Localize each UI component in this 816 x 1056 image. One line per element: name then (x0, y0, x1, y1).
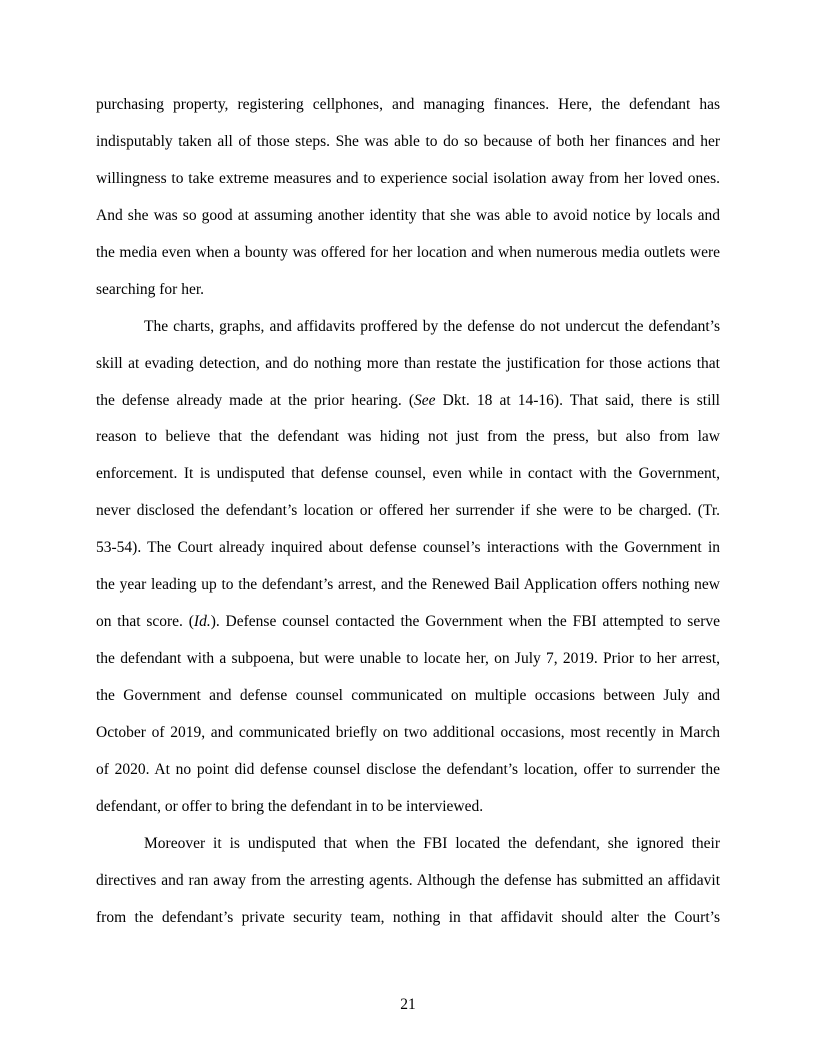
paragraph-line: the defense already made at the prior hearing. (See Dkt. 18 at 14-16). That said, there is still (96, 391, 720, 409)
paragraph-line: skill at evading detection, and do nothing more than restate the justification for those actions that (96, 354, 720, 372)
paragraph-line: the media even when a bounty was offered for her location and when numerous media outlets were (96, 243, 720, 261)
paragraph-line: enforcement. It is undisputed that defense counsel, even while in contact with the Government, (96, 465, 720, 483)
paragraph-line: the year leading up to the defendant’s arrest, and the Renewed Bail Application offers nothing new (96, 576, 720, 594)
paragraph-line: willingness to take extreme measures and to experience social isolation away from her loved ones. (96, 169, 720, 187)
paragraph-line: the defendant with a subpoena, but were unable to locate her, on July 7, 2019. Prior to her arrest, (96, 650, 720, 668)
paragraph-line: October of 2019, and communicated briefly on two additional occasions, most recently in March (96, 723, 720, 741)
paragraph-line: searching for her. (96, 280, 205, 298)
paragraph-line: reason to believe that the defendant was hiding not just from the press, but also from law (96, 428, 720, 446)
paragraph-line: of 2020. At no point did defense counsel disclose the defendant’s location, offer to surrender the (96, 760, 720, 778)
paragraph-line: defendant, or offer to bring the defendant in to be interviewed. (96, 797, 484, 815)
paragraph-line: directives and ran away from the arresting agents. Although the defense has submitted an affidavit (96, 871, 720, 889)
paragraph-line: indisputably taken all of those steps. She was able to do so because of both her finances and her (96, 132, 720, 150)
paragraph-line: And she was so good at assuming another identity that she was able to avoid notice by locals and (96, 206, 720, 224)
citation-signal: Id. (193, 613, 211, 631)
paragraph-line: never disclosed the defendant’s location or offered her surrender if she were to be charged. (Tr. (96, 502, 720, 520)
paragraph-line: 53-54). The Court already inquired about defense counsel’s interactions with the Government in (96, 539, 720, 557)
citation-signal: See (414, 391, 436, 409)
paragraph-line: purchasing property, registering cellphones, and managing finances. Here, the defendant has (96, 96, 720, 113)
paragraph-line: Moreover it is undisputed that when the FBI located the defendant, she ignored their (144, 834, 720, 852)
paragraph-line: the Government and defense counsel communicated on multiple occasions between July and (96, 687, 720, 704)
page-number: 21 (400, 996, 416, 1013)
paragraph-line: on that score. (Id.). Defense counsel contacted the Government when the FBI attempted to serve (96, 613, 721, 631)
paragraph-line: from the defendant’s private security team, nothing in that affidavit should alter the Court’s (96, 908, 720, 926)
paragraph-line: The charts, graphs, and affidavits proffered by the defense do not undercut the defendant’s (144, 317, 720, 335)
body-text (96, 87, 720, 937)
